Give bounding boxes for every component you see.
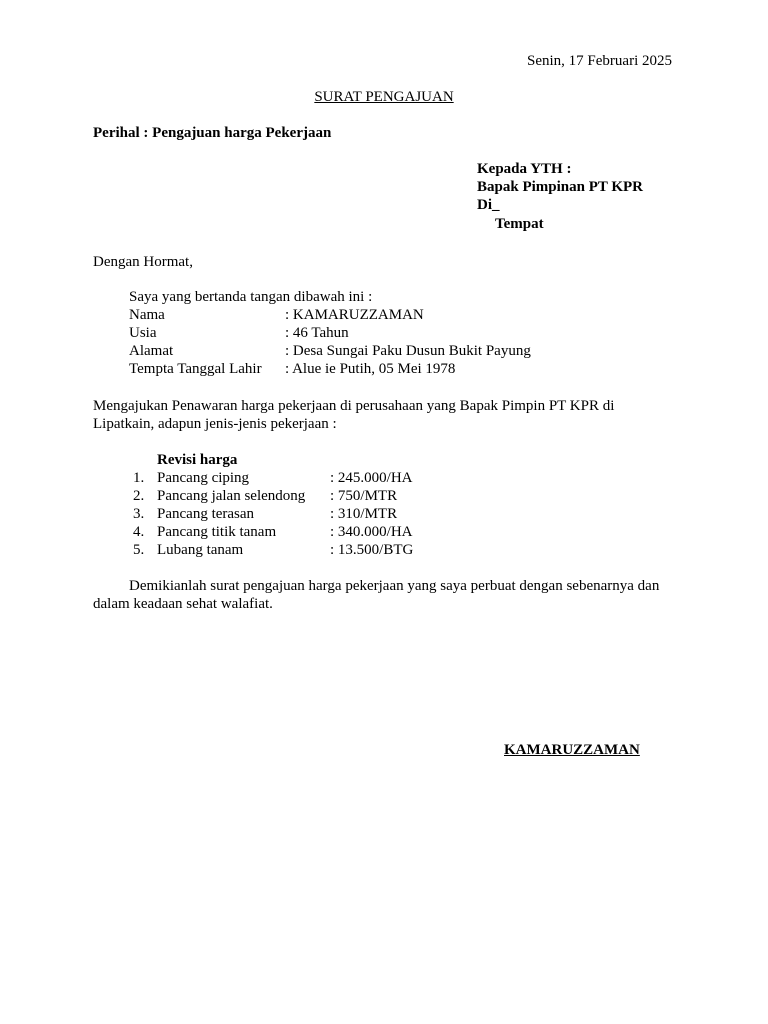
recipient-line: Tempat bbox=[495, 216, 544, 232]
identity-label: Nama bbox=[129, 307, 165, 323]
price-list-item bbox=[129, 541, 449, 559]
item-number: 4. bbox=[133, 524, 145, 540]
identity-row bbox=[129, 360, 669, 378]
item-name: Pancang ciping bbox=[157, 470, 250, 486]
closing-paragraph: Demikianlah surat pengajuan harga pekerjaan yang saya perbuat dengan sebenarnya dan dalam keadaan sehat walafiat. bbox=[93, 578, 660, 612]
identity-label: Alamat bbox=[129, 343, 174, 359]
letter-title: SURAT PENGAJUAN bbox=[314, 89, 454, 105]
identity-row bbox=[129, 306, 669, 324]
item-price: : 340.000/HA bbox=[330, 524, 413, 540]
intro-line: Saya yang bertanda tangan dibawah ini : bbox=[129, 289, 373, 305]
item-name: Lubang tanam bbox=[157, 542, 244, 558]
item-price: : 750/MTR bbox=[330, 488, 398, 504]
item-price: : 245.000/HA bbox=[330, 470, 413, 486]
item-price: : 310/MTR bbox=[330, 506, 398, 522]
item-number: 3. bbox=[133, 506, 145, 522]
item-name: Pancang titik tanam bbox=[157, 524, 277, 540]
item-number: 1. bbox=[133, 470, 145, 486]
identity-label: Usia bbox=[129, 325, 157, 341]
price-list-item bbox=[129, 505, 449, 523]
item-name: Pancang jalan selendong bbox=[157, 488, 306, 504]
item-price: : 13.500/BTG bbox=[330, 542, 414, 558]
identity-value: : KAMARUZZAMAN bbox=[285, 307, 424, 323]
signature-name: KAMARUZZAMAN bbox=[504, 742, 640, 758]
item-number: 2. bbox=[133, 488, 145, 504]
price-list-item bbox=[129, 523, 449, 541]
identity-row bbox=[129, 324, 669, 342]
identity-value: : 46 Tahun bbox=[285, 325, 349, 341]
identity-label: Tempta Tanggal Lahir bbox=[129, 361, 262, 377]
price-list-item bbox=[129, 469, 449, 487]
recipient-line: Kepada YTH : bbox=[477, 161, 572, 177]
price-list-item bbox=[129, 487, 449, 505]
item-number: 5. bbox=[133, 542, 145, 558]
identity-value: : Desa Sungai Paku Dusun Bukit Payung bbox=[285, 343, 531, 359]
letter-subject: Perihal : Pengajuan harga Pekerjaan bbox=[93, 125, 332, 141]
greeting: Dengan Hormat, bbox=[93, 254, 193, 270]
price-list-heading: Revisi harga bbox=[157, 452, 238, 468]
recipient-line: Di_ bbox=[477, 197, 500, 213]
letter-date: Senin, 17 Februari 2025 bbox=[527, 53, 672, 69]
identity-row bbox=[129, 342, 669, 360]
identity-value: : Alue ie Putih, 05 Mei 1978 bbox=[285, 361, 456, 377]
item-name: Pancang terasan bbox=[157, 506, 255, 522]
body-paragraph: Mengajukan Penawaran harga pekerjaan di perusahaan yang Bapak Pimpin PT KPR di Lipatkain, adapun jenis-jenis pekerjaan : bbox=[93, 398, 615, 432]
recipient-line: Bapak Pimpinan PT KPR bbox=[477, 179, 644, 195]
